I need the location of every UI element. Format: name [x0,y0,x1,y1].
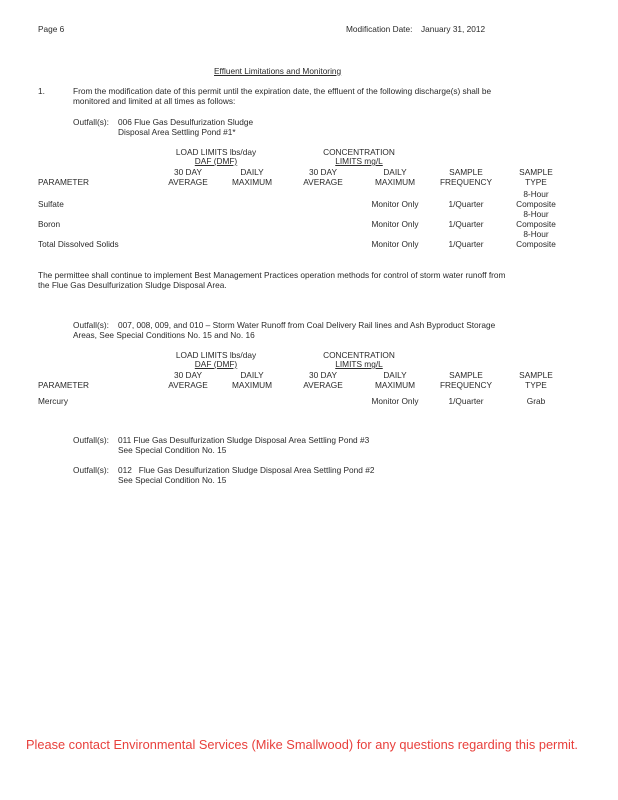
col-sample-freq: SAMPLE [449,167,483,177]
limits-header: LIMITS mg/L [335,156,383,166]
table-row-parameter: Total Dissolved Solids [38,239,119,249]
outfall-006-line2: Disposal Area Settling Pond #1* [118,127,236,137]
concentration-header: CONCENTRATION [323,147,395,157]
col-maximum-conc: MAXIMUM [374,177,416,187]
table-row-daily-max: Monitor Only [371,219,419,229]
table-row-frequency: 1/Quarter [448,199,484,209]
table-row-parameter: Sulfate [38,199,64,209]
table-row-daily-max: Monitor Only [371,199,419,209]
table-row-type-line2: Composite [516,199,556,209]
outfall-007-line2: Areas, See Special Conditions No. 15 and No. 16 [73,330,255,340]
col-maximum-load: MAXIMUM [231,380,273,390]
table-row-frequency: 1/Quarter [448,219,484,229]
col-type: TYPE [525,177,547,187]
table-row-parameter: Boron [38,219,61,229]
table-row-frequency: 1/Quarter [448,396,484,406]
modification-date: January 31, 2012 [421,24,486,34]
table-row-daily-max: Monitor Only [371,396,419,406]
col-average-conc: AVERAGE [303,177,343,187]
daf-header: DAF (DMF) [194,156,238,166]
item-number: 1. [38,86,45,96]
outfall-006-line1: 006 Flue Gas Desulfurization Sludge [118,117,254,127]
contact-note: Please contact Environmental Services (Mike Smallwood) for any questions regarding this permit. [26,737,578,752]
col-30day-load: 30 DAY [174,370,202,380]
col-daily-conc: DAILY [383,370,407,380]
col-maximum-conc: MAXIMUM [374,380,416,390]
col-daily-load: DAILY [240,370,264,380]
table-row-type-line1: 8-Hour [523,189,549,199]
concentration-header: CONCENTRATION [323,350,395,360]
load-limits-header: LOAD LIMITS lbs/day [175,147,257,157]
table-row-type-line1: 8-Hour [523,209,549,219]
col-30day-load: 30 DAY [174,167,202,177]
item-text-line2: monitored and limited at all times as follows: [73,96,236,106]
outfall-011-label: Outfall(s): [73,435,109,445]
bmp-text-line1: The permittee shall continue to implement Best Management Practices operation methods for control of storm water runoff from [38,270,506,280]
outfall-011-line1: 011 Flue Gas Desulfurization Sludge Disposal Area Settling Pond #3 [118,435,370,445]
col-type: TYPE [525,380,547,390]
table-row-type-line1: 8-Hour [523,229,549,239]
col-30day-conc: 30 DAY [309,370,337,380]
table-row-frequency: 1/Quarter [448,239,484,249]
table-row-type: Grab [526,396,546,406]
table-row-parameter: Mercury [38,396,68,406]
col-frequency: FREQUENCY [439,177,493,187]
modification-label: Modification Date: [346,24,413,34]
col-maximum-load: MAXIMUM [231,177,273,187]
col-sample-freq: SAMPLE [449,370,483,380]
bmp-text-line2: the Flue Gas Desulfurization Sludge Disposal Area. [38,280,227,290]
table-row-daily-max: Monitor Only [371,239,419,249]
col-parameter: PARAMETER [38,380,90,390]
table-row-type-line2: Composite [516,239,556,249]
outfall-012-label: Outfall(s): [73,465,109,475]
col-sample-type: SAMPLE [519,370,553,380]
outfall-006-label: Outfall(s): [73,117,109,127]
col-average-load: AVERAGE [168,177,208,187]
col-frequency: FREQUENCY [439,380,493,390]
outfall-011-line2: See Special Condition No. 15 [118,445,227,455]
page-number: Page 6 [38,24,65,34]
col-daily-conc: DAILY [383,167,407,177]
limits-header: LIMITS mg/L [335,359,383,369]
col-30day-conc: 30 DAY [309,167,337,177]
load-limits-header: LOAD LIMITS lbs/day [175,350,257,360]
outfall-007-label: Outfall(s): [73,320,109,330]
section-title: Effluent Limitations and Monitoring [214,66,342,76]
col-daily-load: DAILY [240,167,264,177]
outfall-007-line1: 007, 008, 009, and 010 – Storm Water Runoff from Coal Delivery Rail lines and Ash Byproduct Storage [118,320,496,330]
table-row-type-line2: Composite [516,219,556,229]
outfall-012-line1: 012 Flue Gas Desulfurization Sludge Disposal Area Settling Pond #2 [118,465,375,475]
outfall-012-line2: See Special Condition No. 15 [118,475,227,485]
daf-header: DAF (DMF) [194,359,238,369]
col-average-load: AVERAGE [168,380,208,390]
col-parameter: PARAMETER [38,177,90,187]
col-average-conc: AVERAGE [303,380,343,390]
item-text-line1: From the modification date of this permit until the expiration date, the effluent of the following discharge(s) shall be [73,86,492,96]
col-sample-type: SAMPLE [519,167,553,177]
